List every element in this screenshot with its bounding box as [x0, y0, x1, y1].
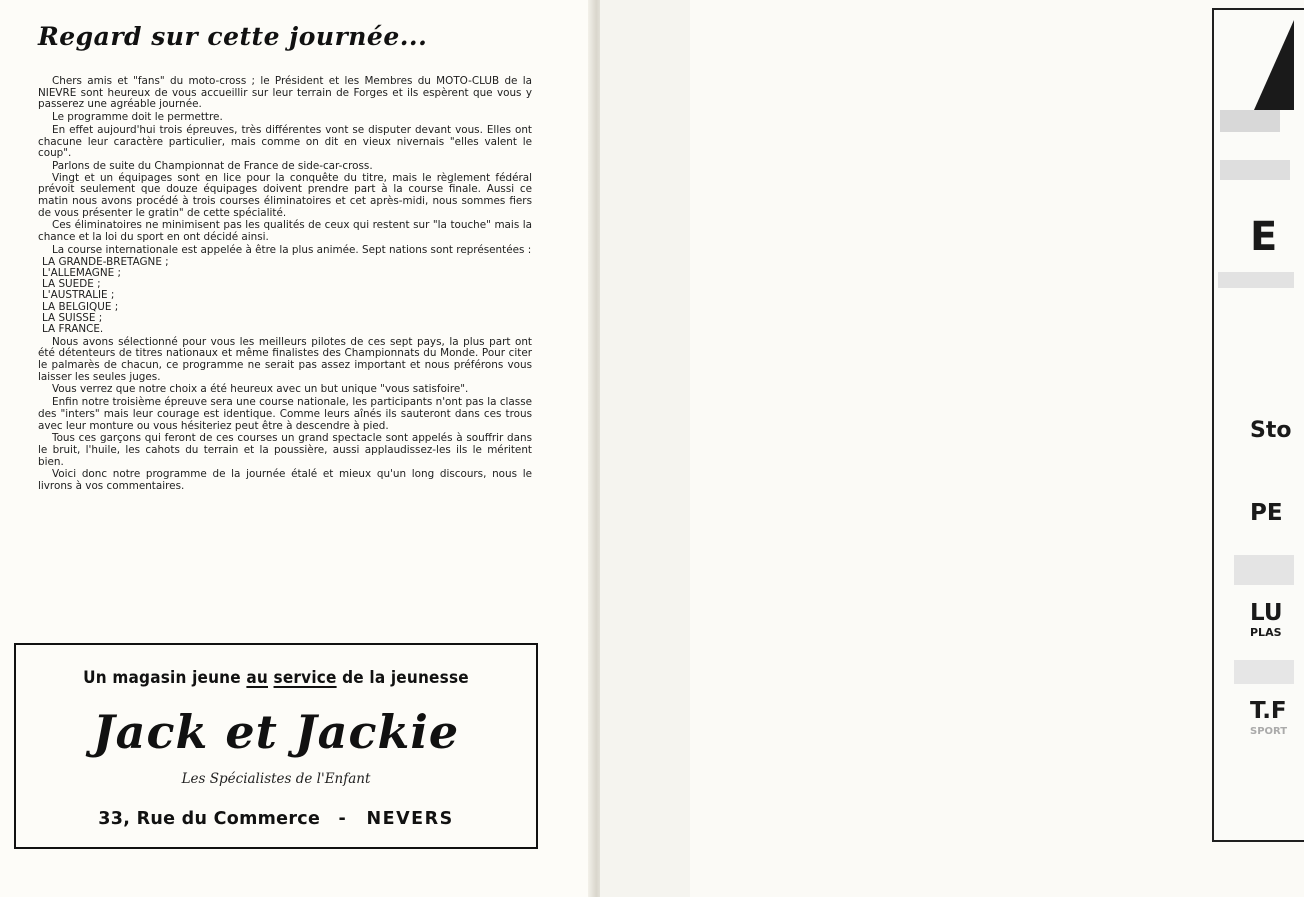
ad-street: 33, Rue du Commerce — [98, 809, 321, 829]
country-item: LA SUEDE ; — [42, 278, 101, 291]
ghost-text-block — [1234, 660, 1294, 684]
right-item: PLAS — [1250, 626, 1282, 639]
country-item: LA GRANDE-BRETAGNE ; — [42, 255, 169, 268]
ad-tagline-part: service — [273, 668, 337, 688]
right-item: T.F — [1250, 698, 1287, 724]
ad-tagline-part: de la jeunesse — [342, 668, 469, 688]
country-item: LA SUISSE ; — [42, 312, 103, 325]
ad-separator: - — [338, 809, 347, 829]
left-page — [0, 0, 590, 897]
paragraph: Vingt et un équipages sont en lice pour la conquête du titre, mais le règlement fédéral prévoit seulement que douze équipages doivent prendre part à la course finale. Aussi ce matin nous avons procédé à trois courses éliminatoires et cet après-midi, nous sommes fiers de vous présenter le gratin" de cette spécialité. — [38, 171, 532, 219]
country-item: LA FRANCE. — [42, 323, 104, 336]
triangle-icon — [1254, 20, 1294, 110]
ad-subtitle: Les Spécialistes de l'Enfant — [181, 771, 371, 787]
right-page-frame — [1212, 8, 1304, 842]
ghost-text-block — [1220, 160, 1290, 180]
page-title: Regard sur cette journée... — [38, 22, 428, 51]
ghost-text-block — [1220, 110, 1280, 132]
paragraph: La course internationale est appelée à être la plus animée. Sept nations sont représentées : — [52, 243, 532, 256]
paragraph: Vous verrez que notre choix a été heureux avec un but unique "vous satisfoire". — [52, 383, 469, 396]
right-item: PE — [1250, 500, 1283, 526]
country-item: L'ALLEMAGNE ; — [42, 266, 121, 279]
paragraph: Parlons de suite du Championnat de France de side-car-cross. — [52, 159, 373, 172]
right-page — [600, 0, 1292, 897]
country-list — [42, 257, 532, 336]
paragraph: Chers amis et "fans" du moto-cross ; le Président et les Membres du MOTO-CLUB de la NIEVRE sont heureux de vous accueillir sur leur terrain de Forges et ils espèrent que vous y passerez une agréable journée. — [38, 75, 532, 111]
advertisement-box — [14, 643, 538, 849]
ad-tagline — [16, 668, 536, 688]
country-item: LA BELGIQUE ; — [42, 300, 119, 313]
paragraph: En effet aujourd'hui trois épreuves, très différentes vont se disputer devant vous. Elles ont chacune leur caractère particulier, mais comme on dit en vieux nivernais "elles valent le coup". — [38, 123, 532, 160]
ghost-text-block — [1218, 272, 1294, 288]
ghost-text-block — [1234, 555, 1294, 585]
ad-brand-name: Jack et Jackie — [92, 705, 460, 759]
paragraph: Voici donc notre programme de la journée étalé et mieux qu'un long discours, nous le livrons à vos commentaires. — [38, 468, 532, 493]
ad-tagline-part: au — [246, 668, 268, 688]
paragraph: Nous avons sélectionné pour vous les meilleurs pilotes de ces sept pays, la plus part ont été détenteurs de titres nationaux et même finalistes des Championnats du Monde. Pour citer le palmarès de chacun, ce programme ne serait pas assez important et nous préférons vous laisser les seules juges. — [38, 335, 532, 383]
paragraph: Ces éliminatoires ne minimisent pas les qualités de ceux qui restent sur "la touche" mais la chance et la loi du sport en ont décidé ainsi. — [38, 219, 532, 244]
right-item: SPORT — [1250, 726, 1288, 737]
right-big-letter: E — [1250, 214, 1278, 260]
ad-tagline-part: Un magasin jeune — [83, 668, 241, 688]
ad-address — [16, 809, 536, 829]
paragraph: Tous ces garçons qui feront de ces courses un grand spectacle sont appelés à souffrir dans le bruit, l'huile, les cahots du terrain et la poussière, aussi applaudissez-les ils le méritent bien. — [38, 432, 532, 468]
right-item: LU — [1250, 600, 1283, 626]
country-item: L'AUSTRALIE ; — [42, 289, 115, 302]
ad-city: NEVERS — [366, 809, 454, 829]
paragraph: Enfin notre troisième épreuve sera une course nationale, les participants n'ont pas la classe des "inters" mais leur courage est identique. Comme leurs aînés ils sauteront dans ces trous avec leur monture ou vous hésiteriez peut être à descendre à pied. — [38, 396, 532, 432]
paragraph: Le programme doit le permettre. — [52, 111, 223, 124]
right-item: Sto — [1250, 418, 1292, 443]
article-body — [38, 76, 532, 493]
